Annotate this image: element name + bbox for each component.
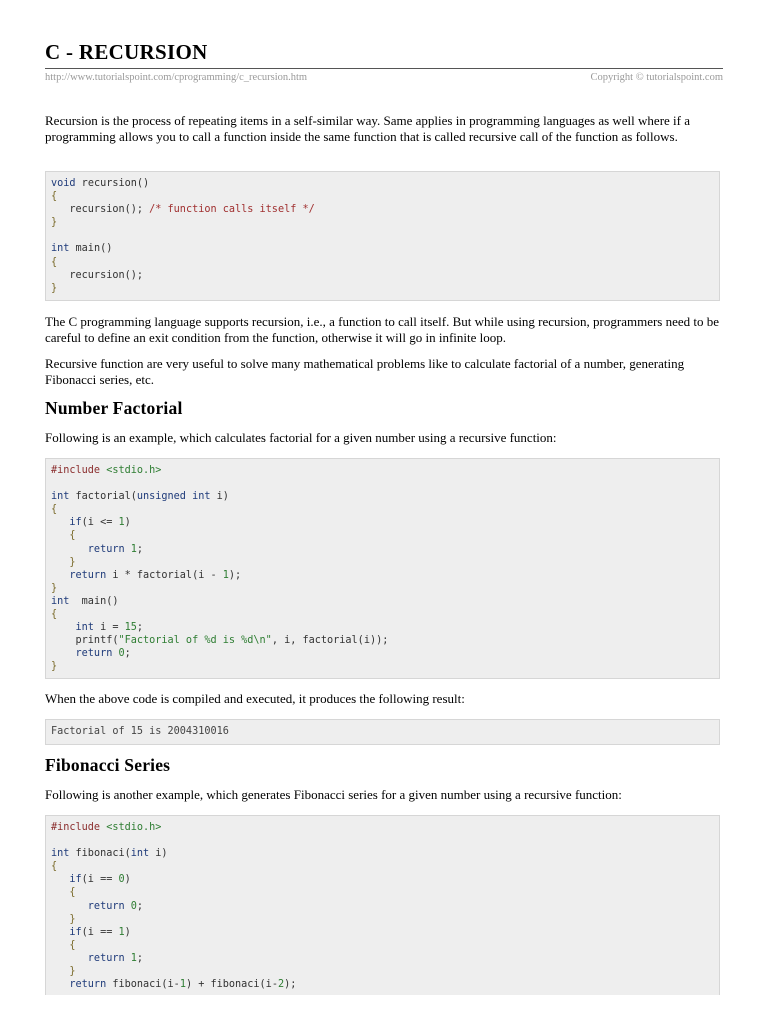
code-token: } [51, 556, 76, 568]
code-token: (i <= [81, 517, 119, 529]
code-token: } [51, 966, 76, 978]
code-comment: /* function calls itself */ [149, 204, 315, 216]
code-token: void [51, 178, 76, 189]
code-token: 0 [118, 648, 125, 660]
code-token: 15 [124, 622, 137, 634]
code-token: ; [136, 900, 144, 912]
code-token: main() [69, 595, 119, 607]
fibonacci-description: Following is another example, which generates Fibonacci series for a given number using a recursive function: [45, 787, 622, 802]
code-token: ); [284, 979, 297, 991]
code-token: return [51, 979, 107, 991]
section-heading-fibonacci: Fibonacci Series [45, 755, 171, 775]
code-token: return [51, 543, 131, 555]
code-token: { [51, 939, 76, 951]
code-token: 1 [130, 952, 137, 964]
code-token: ); [228, 569, 242, 581]
code-token: return [51, 569, 107, 581]
code-token: ) + fibonaci(i- [185, 979, 278, 991]
code-token: 0 [118, 874, 125, 886]
code-block-fibonacci [45, 815, 720, 995]
source-url-link[interactable]: http://www.tutorialspoint.com/cprogramming/c_recursion.htm [45, 72, 308, 83]
output-block-factorial: Factorial of 15 is 2004310016 [45, 719, 720, 745]
code-token: if [51, 517, 82, 529]
code-token: factorial( [69, 491, 137, 503]
code-token: { [51, 530, 76, 542]
code-token: return [51, 648, 119, 660]
code-token: ) [124, 874, 131, 886]
code-token: fibonaci( [69, 848, 131, 860]
header-divider [45, 68, 723, 69]
code-token: { [51, 609, 58, 621]
code-token: <stdio.h> [106, 822, 162, 833]
code-token: { [51, 504, 58, 516]
code-token: 2 [277, 979, 285, 991]
code-token: fibonaci(i- [106, 979, 180, 991]
code-token: unsigned int [136, 491, 211, 503]
usage-paragraph: Recursive function are very useful to solve many mathematical problems like to calculate factorial of a number, generating Fibonacci series, etc. [45, 356, 685, 387]
code-block-factorial [45, 458, 720, 679]
code-token: } [51, 661, 58, 673]
code-token: { [51, 256, 58, 268]
code-token: ; [124, 648, 131, 660]
code-token: , i, factorial(i)); [271, 635, 389, 647]
code-token: int [51, 491, 70, 503]
code-token: 1 [118, 517, 125, 529]
code-token: { [51, 191, 58, 203]
code-token: if [51, 874, 82, 886]
code-token: int [51, 848, 70, 860]
code-token: return [51, 900, 131, 912]
code-token: recursion() [75, 178, 150, 189]
code-token: 1 [222, 569, 229, 581]
code-token: (i == [81, 874, 119, 886]
code-token: if [51, 926, 82, 938]
code-token: int [51, 595, 70, 607]
copyright-text: Copyright © tutorialspoint.com [590, 72, 723, 83]
result-intro-text: When the above code is compiled and executed, it produces the following result: [45, 691, 465, 706]
code-token: } [51, 913, 76, 925]
code-token: main() [69, 243, 113, 255]
section-heading-factorial: Number Factorial [45, 398, 183, 418]
code-token: 1 [179, 979, 186, 991]
code-string: "Factorial of %d is %d\n" [118, 635, 272, 647]
code-token: } [51, 582, 58, 594]
code-token: int [130, 848, 150, 860]
code-token: <stdio.h> [106, 465, 162, 476]
code-block-recursion [45, 171, 720, 301]
recursion-paragraph: The C programming language supports recursion, i.e., a function to call itself. But while using recursion, programmers need to be careful to define an exit condition from the function, otherwise it will go in infinite loop. [45, 314, 720, 345]
code-token: #include [51, 822, 107, 833]
code-token: ; [136, 952, 144, 964]
code-token: i * factorial(i - [106, 569, 223, 581]
code-token: printf( [51, 635, 119, 647]
code-token: ; [136, 543, 144, 555]
code-token: } [51, 217, 58, 229]
code-token: recursion(); [51, 204, 150, 216]
code-token: (i == [81, 926, 119, 938]
code-token: return [51, 952, 131, 964]
code-token: 0 [130, 900, 137, 912]
code-token: 1 [130, 543, 137, 555]
code-token: { [51, 887, 76, 899]
code-token: recursion(); [51, 269, 144, 281]
code-token: } [51, 282, 58, 294]
code-token: ) [124, 926, 131, 938]
code-token: i = [93, 622, 125, 634]
code-token: ; [136, 622, 144, 634]
code-token: i) [149, 848, 168, 860]
code-token: i) [210, 491, 229, 503]
code-token: 1 [118, 926, 125, 938]
factorial-description: Following is an example, which calculates factorial for a given number using a recursive function: [45, 430, 557, 445]
page-title: C - RECURSION [45, 40, 208, 64]
code-token: ) [124, 517, 131, 529]
code-token: #include [51, 465, 107, 476]
code-token: int [51, 622, 94, 634]
code-token: int [51, 243, 70, 255]
intro-paragraph: Recursion is the process of repeating items in a self-similar way. Same applies in programming languages as well where if a programming allows you to call a function inside the same function that is called recursive call of the function as follows. [45, 113, 690, 144]
code-token: { [51, 861, 58, 873]
